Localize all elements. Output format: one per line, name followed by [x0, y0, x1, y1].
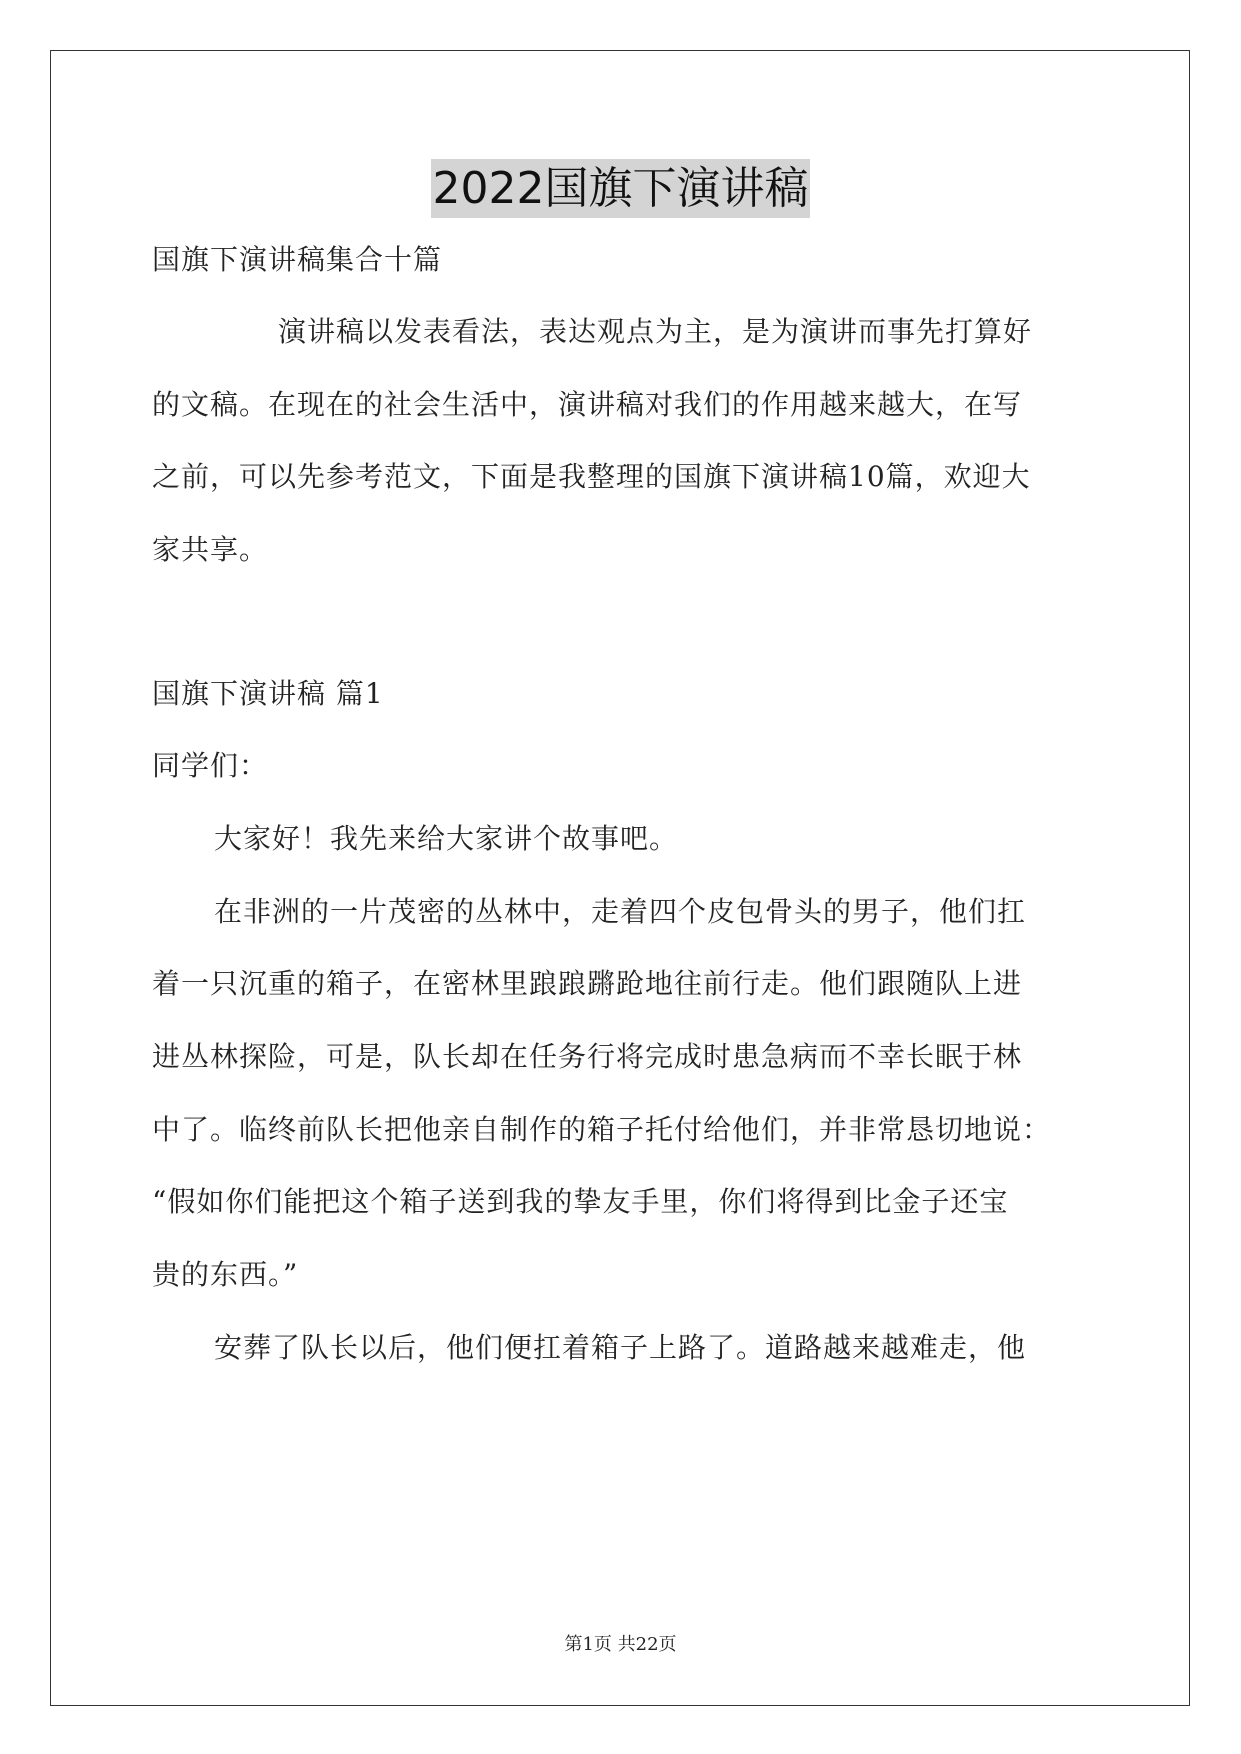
intro-line: 之前，可以先参考范文，下面是我整理的国旗下演讲稿10篇，欢迎大 [152, 460, 1031, 493]
page-footer: 第1页 共22页 [564, 1634, 677, 1655]
subtitle: 国旗下演讲稿集合十篇 [152, 243, 443, 276]
body-line: “假如你们能把这个箱子送到我的挚友手里，你们将得到比金子还宝 [152, 1185, 1009, 1218]
intro-line: 家共享。 [152, 533, 269, 566]
document-title-wrap [0, 152, 1241, 216]
section-heading: 国旗下演讲稿 篇1 [152, 677, 384, 710]
intro-line: 的文稿。在现在的社会生活中，演讲稿对我们的作用越来越大，在写 [152, 388, 1023, 421]
body-line: 着一只沉重的箱子，在密林里踉踉蹡跄地往前行走。他们跟随队上进 [152, 967, 1023, 1000]
body-line: 安葬了队长以后，他们便扛着箱子上路了。道路越来越难走，他 [214, 1331, 1027, 1364]
document-title: 2022国旗下演讲稿 [431, 159, 811, 218]
page-border [50, 50, 1190, 1706]
body-line: 大家好！我先来给大家讲个故事吧。 [214, 822, 679, 855]
body-line: 进丛林探险，可是，队长却在任务行将完成时患急病而不幸长眠于林 [152, 1040, 1023, 1073]
body-line: 贵的东西。” [152, 1258, 299, 1291]
body-line: 中了。临终前队长把他亲自制作的箱子托付给他们，并非常恳切地说： [152, 1113, 1052, 1146]
intro-line: 演讲稿以发表看法，表达观点为主，是为演讲而事先打算好 [278, 315, 1033, 348]
body-line: 在非洲的一片茂密的丛林中，走着四个皮包骨头的男子，他们扛 [214, 895, 1027, 928]
salutation: 同学们： [152, 749, 269, 782]
